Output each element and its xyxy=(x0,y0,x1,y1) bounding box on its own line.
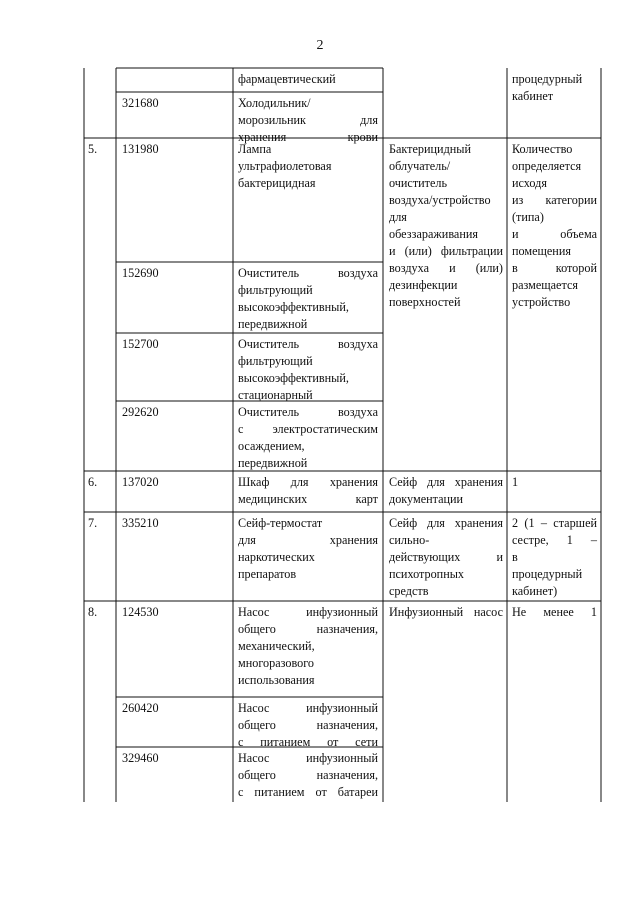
row-5-device-name-line: Лампа xyxy=(238,142,272,156)
row-8-device-name-line: многоразового xyxy=(238,656,315,670)
row-8-device-name-line: Насос инфузионный xyxy=(238,701,378,715)
row-7-equipment-line: действующих и xyxy=(389,550,503,564)
row-7-quantity-line: сестре, 1 – xyxy=(512,533,597,547)
row-5-device-name-line: фильтрующий xyxy=(238,283,313,297)
row-5-quantity xyxy=(512,141,597,311)
row-5-quantity-line: (типа) xyxy=(512,210,544,224)
row-7-device-name-line: для хранения xyxy=(238,533,378,547)
row-5-device-name xyxy=(238,265,378,333)
row-8-device-name-line: общего назначения, xyxy=(238,718,378,732)
row-8-equipment-line: Инфузионный насос xyxy=(389,605,503,619)
row-7-equipment-line: сильно- xyxy=(389,533,430,547)
row-8-code: 260420 xyxy=(122,701,159,715)
row-5-equipment-line: обеззараживания xyxy=(389,227,478,241)
row-cont-quantity xyxy=(512,71,597,105)
row-5-device-name-line: Очиститель воздуха xyxy=(238,405,378,419)
row-7-equipment xyxy=(389,515,503,600)
row-6-quantity-line: 1 xyxy=(512,475,519,489)
row-8-device-name-line: общего назначения, xyxy=(238,622,378,636)
row-5-quantity-line: в которой xyxy=(512,261,597,275)
row-7-equipment-line: психотропных xyxy=(389,567,465,581)
row-5-quantity-line: устройство xyxy=(512,295,571,309)
row-8-device-name-line: Насос инфузионный xyxy=(238,605,378,619)
row-5-device-name-line: Очиститель воздуха xyxy=(238,337,378,351)
row-5-device-name-line: передвижной xyxy=(238,317,308,331)
row-5-device-name xyxy=(238,336,378,404)
row-5-device-name-line: осаждением, xyxy=(238,439,305,453)
row-7-device-name xyxy=(238,515,378,583)
row-5-quantity-line: и объема xyxy=(512,227,597,241)
page-number: 2 xyxy=(316,38,324,53)
row-5-quantity-line: помещения xyxy=(512,244,571,258)
row-7-quantity-line: в xyxy=(512,550,518,564)
row-7-device-name-line: наркотических xyxy=(238,550,315,564)
row-5-equipment-line: для xyxy=(389,210,407,224)
row-8-number: 8. xyxy=(88,605,98,619)
row-6-equipment-line: Сейф для хранения xyxy=(389,475,503,489)
row-7-number: 7. xyxy=(88,516,98,530)
row-5-device-name-line: высокоэффективный, xyxy=(238,371,349,385)
row-8-code: 124530 xyxy=(122,605,159,619)
row-5-device-name xyxy=(238,141,378,192)
row-8-device-name-line: с питанием от сети xyxy=(238,735,378,749)
row-5-quantity-line: из категории xyxy=(512,193,597,207)
row-5-equipment-line: воздуха и (или) xyxy=(389,261,503,275)
row-6-quantity xyxy=(512,474,597,491)
row-5-code: 131980 xyxy=(122,142,159,156)
row-7-device-name-line: препаратов xyxy=(238,567,297,581)
row-6-device-name-line: Шкаф для хранения xyxy=(238,475,378,489)
row-8-equipment xyxy=(389,604,503,621)
row-5-quantity-line: размещается xyxy=(512,278,578,292)
row-5-code: 152700 xyxy=(122,337,159,351)
row-7-equipment-line: средств xyxy=(389,584,429,598)
row-5-equipment-line: очиститель xyxy=(389,176,448,190)
row-5-device-name-line: ультрафиолетовая xyxy=(238,159,332,173)
row-7-quantity-line: процедурный xyxy=(512,567,583,581)
row-5-quantity-line: определяется xyxy=(512,159,582,173)
row-7-quantity-line: 2 (1 – старшей xyxy=(512,516,597,530)
row-8-device-name xyxy=(238,750,378,801)
row-7-device-name-line: Сейф-термостат xyxy=(238,516,323,530)
row-6-number: 6. xyxy=(88,475,98,489)
row-8-device-name xyxy=(238,700,378,751)
row-8-device-name-line: механический, xyxy=(238,639,315,653)
row-5-device-name-line: фильтрующий xyxy=(238,354,313,368)
row-8-device-name-line: с питанием от батареи xyxy=(238,785,378,799)
row-8-code: 329460 xyxy=(122,751,159,765)
row-5-equipment-line: воздуха/устройство xyxy=(389,193,491,207)
row-5-equipment-line: поверхностей xyxy=(389,295,461,309)
row-7-equipment-line: Сейф для хранения xyxy=(389,516,503,530)
row-5-device-name-line: высокоэффективный, xyxy=(238,300,349,314)
row-6-code: 137020 xyxy=(122,475,159,489)
row-5-code: 152690 xyxy=(122,266,159,280)
row-6-equipment xyxy=(389,474,503,508)
row-5-device-name-line: бактерицидная xyxy=(238,176,316,190)
row-5-quantity-line: Количество xyxy=(512,142,573,156)
row-cont-device-name-line: Холодильник/ xyxy=(238,96,311,110)
row-8-device-name-line: использования xyxy=(238,673,315,687)
row-5-equipment-line: и (или) фильтрации xyxy=(389,244,503,258)
row-cont-device-name-line: морозильник для xyxy=(238,113,378,127)
row-5-quantity-line: исходя xyxy=(512,176,547,190)
row-5-number: 5. xyxy=(88,142,98,156)
row-7-quantity-line: кабинет) xyxy=(512,584,558,598)
row-5-equipment-line: облучатель/ xyxy=(389,159,451,173)
row-8-device-name-line: общего назначения, xyxy=(238,768,378,782)
row-5-code: 292620 xyxy=(122,405,159,419)
row-cont-device-name-line: хранения крови xyxy=(238,130,378,144)
row-cont-device-name-line: фармацевтический xyxy=(238,72,336,86)
row-6-device-name-line: медицинских карт xyxy=(238,492,378,506)
row-6-device-name xyxy=(238,474,378,508)
row-5-device-name-line: Очиститель воздуха xyxy=(238,266,378,280)
row-8-quantity-line: Не менее 1 xyxy=(512,605,597,619)
row-7-code: 335210 xyxy=(122,516,159,530)
row-cont-quantity-line: процедурный xyxy=(512,72,583,86)
row-cont-device-name xyxy=(238,95,378,146)
row-8-device-name xyxy=(238,604,378,689)
row-8-device-name-line: Насос инфузионный xyxy=(238,751,378,765)
row-5-device-name-line: с электростатическим xyxy=(238,422,378,436)
row-6-equipment-line: документации xyxy=(389,492,464,506)
row-8-quantity xyxy=(512,604,597,621)
row-5-device-name-line: передвижной xyxy=(238,456,308,470)
row-cont-code: 321680 xyxy=(122,96,159,110)
row-5-equipment-line: Бактерицидный xyxy=(389,142,471,156)
row-cont-quantity-line: кабинет xyxy=(512,89,554,103)
row-5-equipment-line: дезинфекции xyxy=(389,278,458,292)
row-5-equipment xyxy=(389,141,503,311)
row-7-quantity xyxy=(512,515,597,600)
row-5-device-name-line: стационарный xyxy=(238,388,313,402)
row-cont-device-name xyxy=(238,71,378,88)
row-5-device-name xyxy=(238,404,378,472)
